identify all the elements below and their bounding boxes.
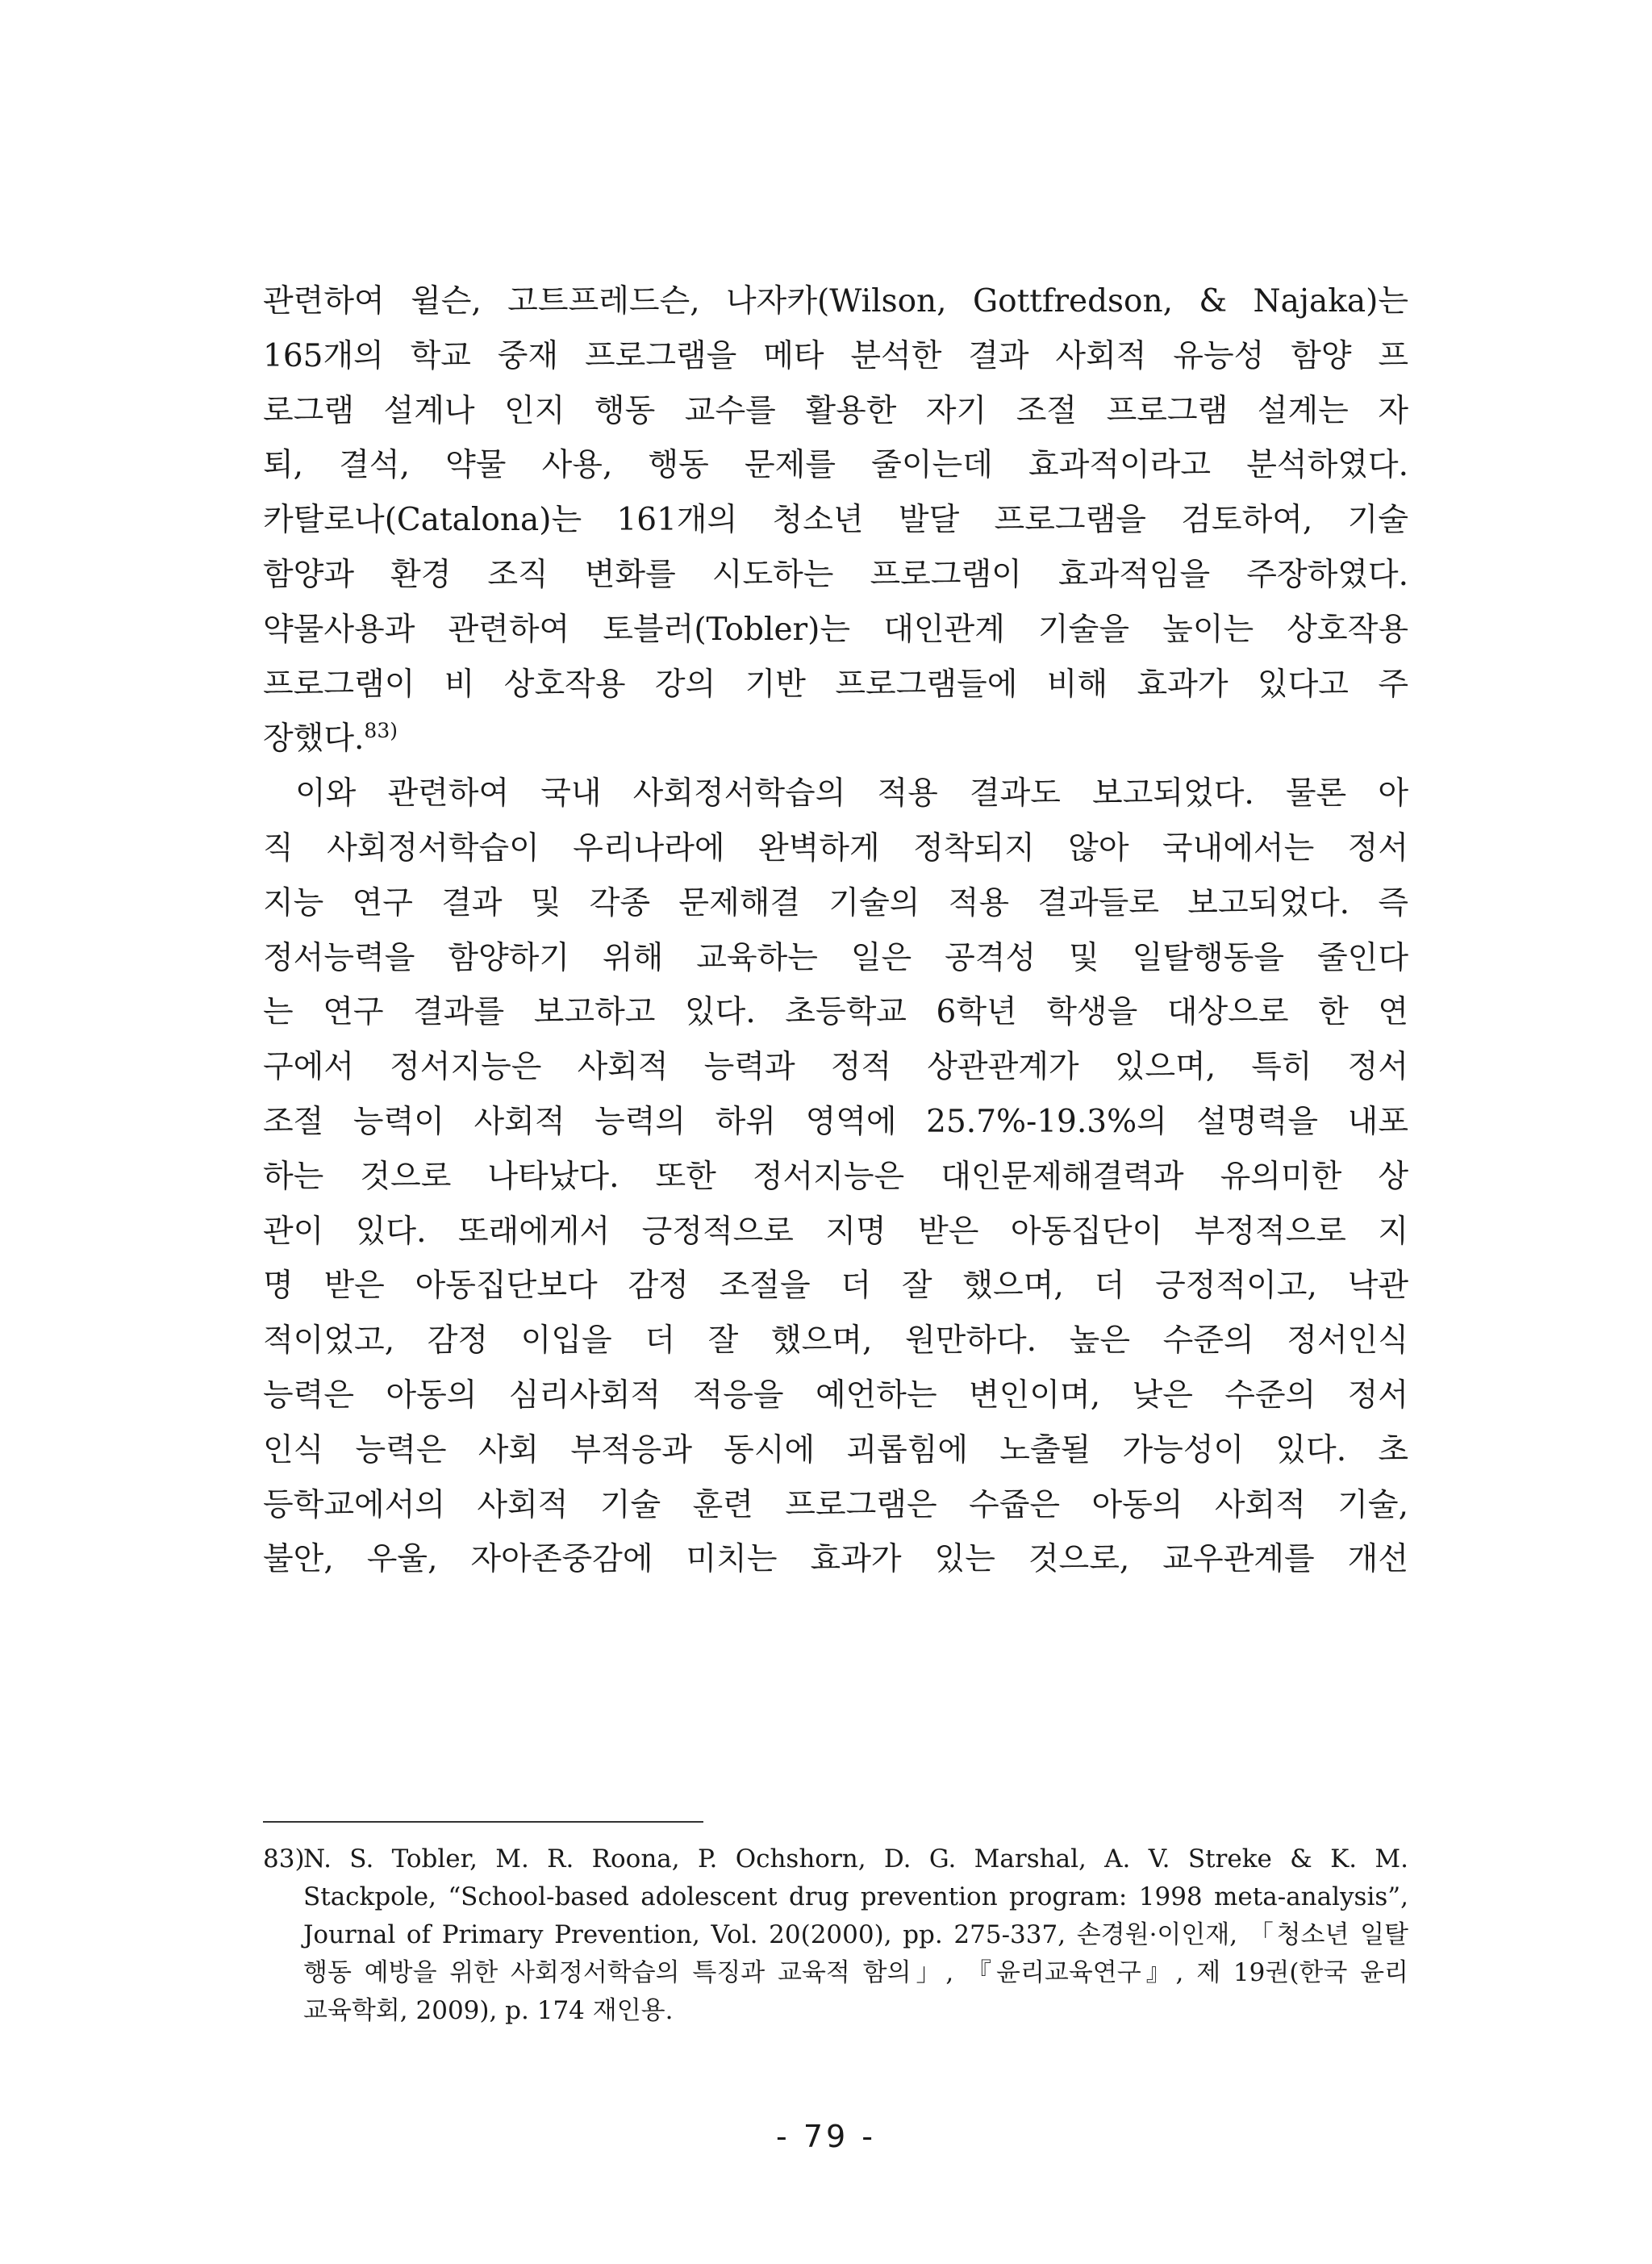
text-line: 프로그램이 비 상호작용 강의 기반 프로그램들에 비해 효과가 있다고 주 [263, 666, 1408, 703]
footnote-reference[interactable]: 83) [364, 719, 398, 743]
text-line: 관련하여 윌슨, 고트프레드슨, 나자카(Wilson, Gottfredson, & Najaka)는 [263, 283, 1408, 320]
text-line: 퇴, 결석, 약물 사용, 행동 문제를 줄이는데 효과적이라고 분석하였다. [263, 447, 1408, 484]
text-line: 관이 있다. 또래에게서 긍정적으로 지명 받은 아동집단이 부정적으로 지 [263, 1213, 1408, 1250]
text-line: 인식 능력은 사회 부적응과 동시에 괴롭힘에 노출될 가능성이 있다. 초 [263, 1431, 1408, 1468]
text-line: 하는 것으로 나타났다. 또한 정서지능은 대인문제해결력과 유의미한 상 [263, 1158, 1408, 1195]
text-line: 는 연구 결과를 보고하고 있다. 초등학교 6학년 학생을 대상으로 한 연 [263, 994, 1408, 1031]
text-line: 지능 연구 결과 및 각종 문제해결 기술의 적용 결과들로 보고되었다. 즉 [263, 884, 1408, 921]
text-line: 약물사용과 관련하여 토블러(Tobler)는 대인관계 기술을 높이는 상호작용 [263, 611, 1408, 648]
footnote-line: 행동 예방을 위한 사회정서학습의 특징과 교육적 함의」, 『윤리교육연구』, 제 19권(한국 윤리 [303, 1958, 1408, 1987]
footnote-line-content: N. S. Tobler, M. R. Roona, P. Ochshorn, D. G. Marshal, A. V. Streke & K. M. [303, 1844, 1408, 1873]
text-line: 구에서 정서지능은 사회적 능력과 정적 상관관계가 있으며, 특히 정서 [263, 1049, 1408, 1086]
footnote [263, 1840, 1408, 2030]
text-line: 직 사회정서학습이 우리나라에 완벽하게 정착되지 않아 국내에서는 정서 [263, 829, 1408, 867]
text-line-content: 장했다. [263, 721, 365, 758]
text-line: 로그램 설계나 인지 행동 교수를 활용한 자기 조절 프로그램 설계는 자 [263, 392, 1408, 429]
text-line: 능력은 아동의 심리사회적 적응을 예언하는 변인이며, 낮은 수준의 정서 [263, 1376, 1408, 1414]
footnote-line: Journal of Primary Prevention, Vol. 20(2000), pp. 275-337, 손경원·이인재, 「청소년 일탈 [303, 1920, 1408, 1949]
text-line: 정서능력을 함양하기 위해 교육하는 일은 공격성 및 일탈행동을 줄인다 [263, 939, 1408, 976]
text-line: 불안, 우울, 자아존중감에 미치는 효과가 있는 것으로, 교우관계를 개선 [263, 1541, 1408, 1578]
footnote-line: 교육학회, 2009), p. 174 재인용. [303, 1996, 674, 2025]
body-text [263, 274, 1408, 1587]
text-line: 이와 관련하여 국내 사회정서학습의 적용 결과도 보고되었다. 물론 아 [295, 775, 1408, 812]
text-line: 명 받은 아동집단보다 감정 조절을 더 잘 했으며, 더 긍정적이고, 낙관 [263, 1268, 1408, 1305]
footnote-number: 83) [263, 1844, 305, 1873]
text-line: 165개의 학교 중재 프로그램을 메타 분석한 결과 사회적 유능성 함양 프 [263, 337, 1408, 374]
footnote-line [263, 1840, 1408, 1878]
text-line [263, 712, 1408, 767]
text-line: 조절 능력이 사회적 능력의 하위 영역에 25.7%-19.3%의 설명력을 내포 [263, 1103, 1408, 1140]
text-line: 함양과 환경 조직 변화를 시도하는 프로그램이 효과적임을 주장하였다. [263, 556, 1408, 593]
text-line: 카탈로나(Catalona)는 161개의 청소년 발달 프로그램을 검토하여, 기술 [263, 502, 1408, 539]
footnote-divider [263, 1821, 703, 1823]
text-line: 적이었고, 감정 이입을 더 잘 했으며, 원만하다. 높은 수준의 정서인식 [263, 1322, 1408, 1360]
footnote-line: Stackpole, “School-based adolescent drug prevention program: 1998 meta-analysis”, [303, 1882, 1408, 1911]
page-number: - 79 - [776, 2119, 876, 2154]
text-line: 등학교에서의 사회적 기술 훈련 프로그램은 수줍은 아동의 사회적 기술, [263, 1486, 1408, 1523]
